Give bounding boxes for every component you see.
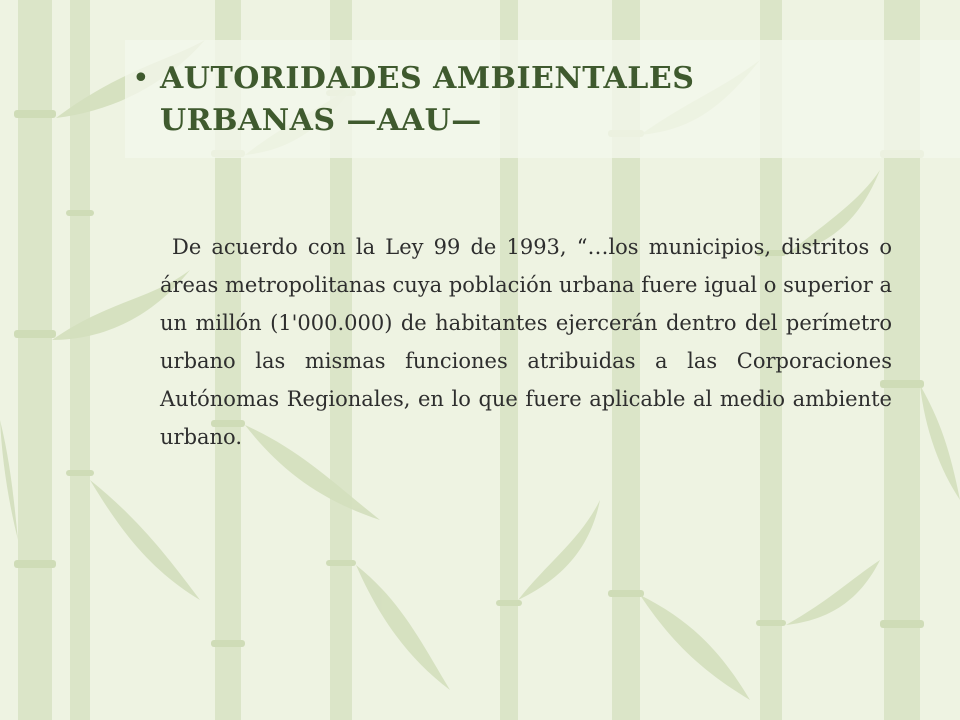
body-paragraph: De acuerdo con la Ley 99 de 1993, “…los municipios, distritos o áreas metropolitanas cuya población urbana fuere igual o superior a un millón (1'000.000) de habitantes ejercerán dentro del perímetro urbano las mismas funciones atribuidas a las Corporaciones Autónomas Regionales, en lo que fuere aplicable al medio ambiente urbano. bbox=[160, 235, 892, 449]
title-line-2: URBANAS —AAU— bbox=[160, 103, 482, 138]
title-line-1: AUTORIDADES AMBIENTALES bbox=[160, 61, 695, 96]
slide-title bbox=[160, 58, 694, 142]
bullet-point: • bbox=[132, 61, 150, 96]
title-block bbox=[132, 58, 892, 142]
